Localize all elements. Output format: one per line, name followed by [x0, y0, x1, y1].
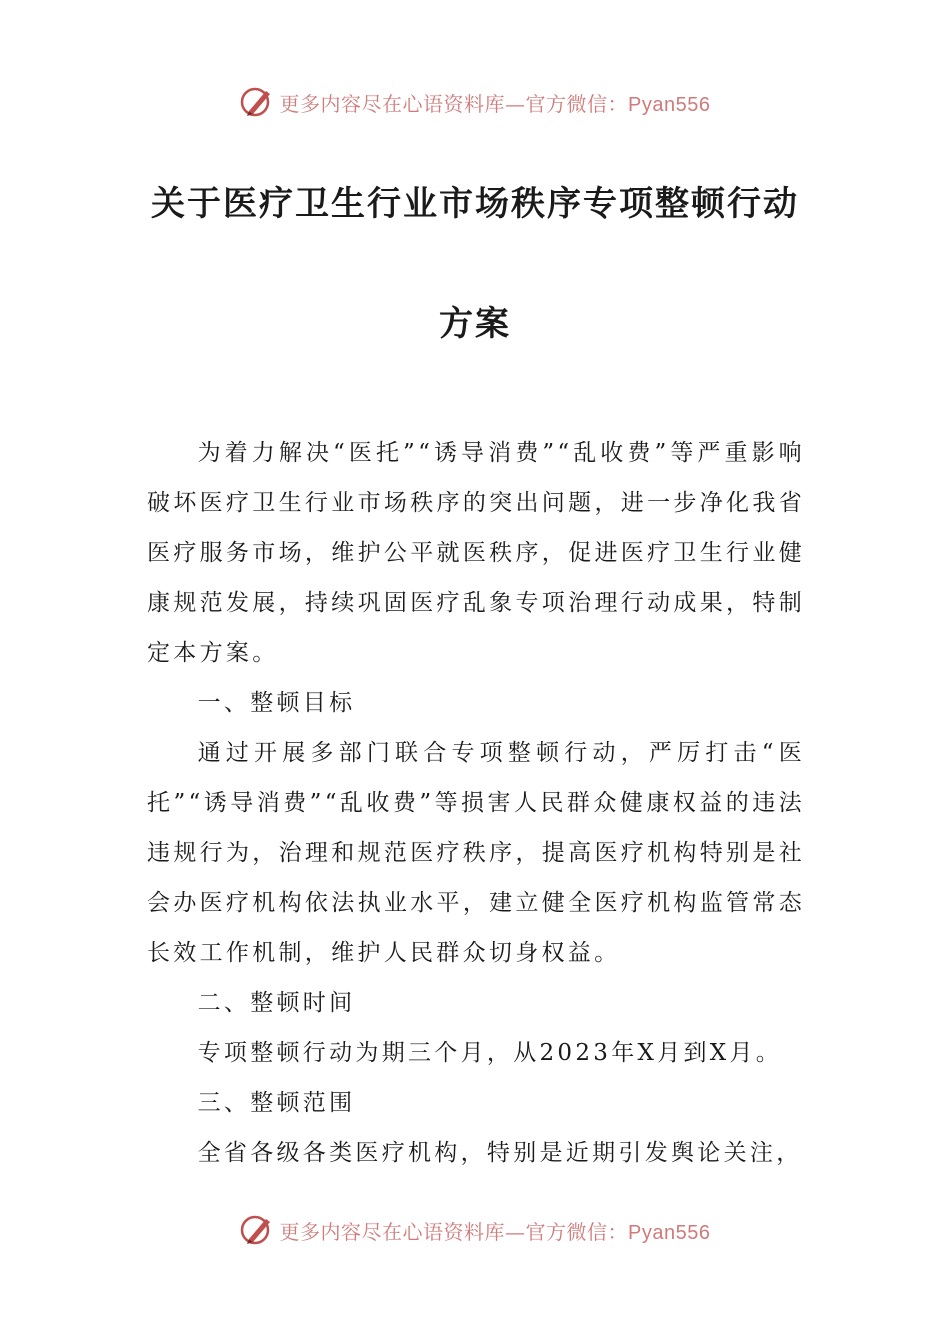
- document-title-line1: 关于医疗卫生行业市场秩序专项整顿行动: [151, 184, 799, 224]
- intro-paragraph: 为着力解决“医托”“诱导消费”“乱收费”等严重影响破坏医疗卫生行业市场秩序的突出问题，进一步净化我省医疗服务市场，维护公平就医秩序，促进医疗卫生行业健康规范发展，持续巩固医疗乱象专项治理行动成果，特制定本方案。: [147, 440, 805, 666]
- pen-logo-icon: [240, 1213, 274, 1247]
- document-body: [147, 428, 805, 1178]
- section-heading-scope: 三、整顿范围: [197, 1090, 356, 1116]
- watermark-text: 更多内容尽在心语资料库—官方微信：Pyan556: [279, 1219, 711, 1244]
- goals-paragraph: 通过开展多部门联合专项整顿行动，严厉打击“医托”“诱导消费”“乱收费”等损害人民群众健康权益的违法违规行为，治理和规范医疗秩序，提高医疗机构特别是社会办医疗机构依法执业水平，建立健全医疗机构监管常态长效工作机制，维护人民群众切身权益。: [147, 740, 805, 966]
- watermark-top: [0, 82, 950, 122]
- watermark-bottom: [0, 1210, 950, 1250]
- pen-logo-icon: [240, 85, 274, 119]
- scope-paragraph: 全省各级各类医疗机构，特别是近期引发舆论关注，: [197, 1140, 803, 1166]
- watermark-text: 更多内容尽在心语资料库—官方微信：Pyan556: [279, 91, 711, 116]
- time-paragraph: 专项整顿行动为期三个月，从2023年X月到X月。: [197, 1040, 783, 1066]
- section-heading-goals: 一、整顿目标: [197, 690, 356, 716]
- document-title-line2: 方案: [439, 304, 511, 344]
- section-heading-time: 二、整顿时间: [197, 990, 356, 1016]
